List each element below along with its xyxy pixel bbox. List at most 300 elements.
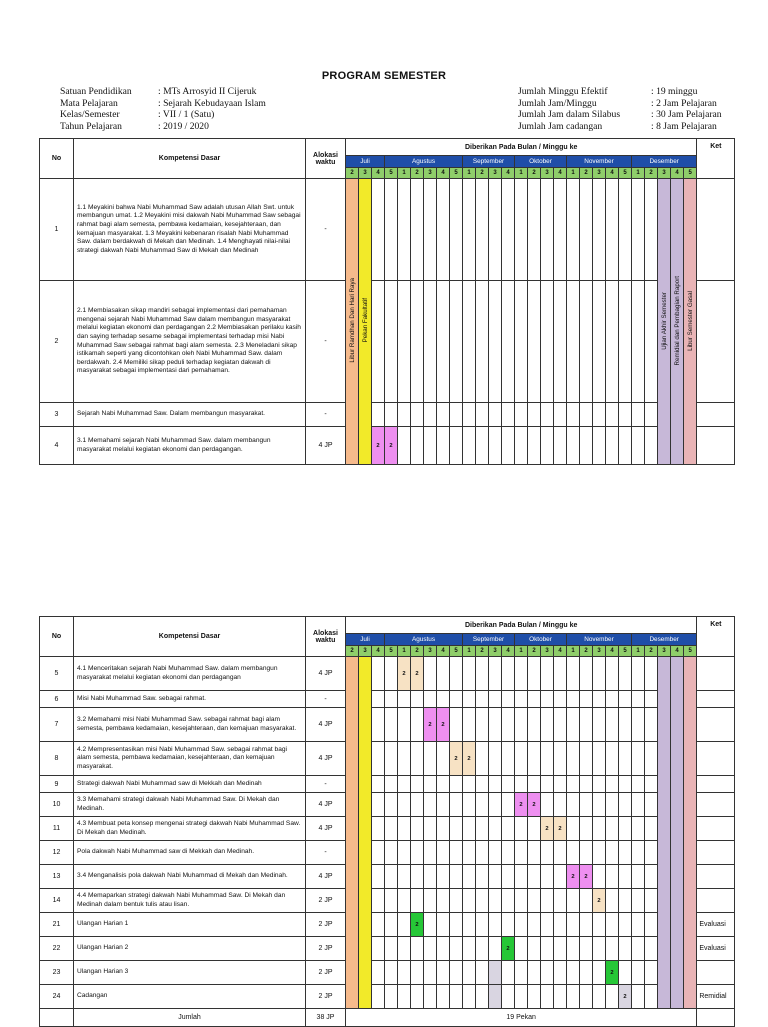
week-cell bbox=[515, 841, 528, 865]
week-cell bbox=[437, 403, 450, 427]
week-number: 4 bbox=[437, 168, 450, 179]
week-cell bbox=[502, 657, 515, 691]
table-row bbox=[40, 817, 735, 841]
week-cell bbox=[476, 937, 489, 961]
week-cell bbox=[554, 427, 567, 465]
row-kompetensi: 4.1 Menceritakan sejarah Nabi Muhammad Saw. dalam membangun masyarakat melalui kegiatan ekonomi dan perdagangan bbox=[74, 657, 306, 691]
info-label: Mata Pelajaran bbox=[60, 97, 118, 109]
week-mark: 2 bbox=[567, 865, 580, 889]
week-cell bbox=[580, 427, 593, 465]
row-ket bbox=[697, 776, 735, 793]
week-cell bbox=[476, 403, 489, 427]
table-row bbox=[40, 865, 735, 889]
week-cell bbox=[541, 865, 554, 889]
week-cell bbox=[372, 913, 385, 937]
week-cell bbox=[398, 817, 411, 841]
week-cell bbox=[619, 179, 632, 281]
week-cell bbox=[541, 179, 554, 281]
week-cell bbox=[450, 937, 463, 961]
week-number: 2 bbox=[528, 646, 541, 657]
row-no: 10 bbox=[40, 793, 74, 817]
week-number: 2 bbox=[346, 646, 359, 657]
week-cell bbox=[554, 657, 567, 691]
week-cell bbox=[606, 657, 619, 691]
row-kompetensi: 4.2 Mempresentasikan misi Nabi Muhammad Saw. sebagai rahmat bagi alam semesta, pembawa kedamaian, kesejahteraan, dan kemajuan masyarakat. bbox=[74, 742, 306, 776]
week-cell bbox=[450, 403, 463, 427]
row-ket: Evaluasi bbox=[697, 913, 735, 937]
info-value: : 2019 / 2020 bbox=[158, 120, 209, 132]
week-cell bbox=[554, 403, 567, 427]
week-number: 5 bbox=[619, 168, 632, 179]
info-value: : VII / 1 (Satu) bbox=[158, 109, 215, 121]
week-cell bbox=[632, 865, 645, 889]
week-cell bbox=[489, 817, 502, 841]
month-header: September bbox=[463, 156, 515, 168]
table-row bbox=[40, 708, 735, 742]
week-cell bbox=[632, 961, 645, 985]
week-cell bbox=[372, 691, 385, 708]
info-row bbox=[60, 109, 266, 121]
week-cell bbox=[645, 913, 658, 937]
week-cell bbox=[567, 913, 580, 937]
week-cell bbox=[463, 889, 476, 913]
week-cell bbox=[476, 889, 489, 913]
week-cell bbox=[437, 657, 450, 691]
week-cell bbox=[437, 889, 450, 913]
week-cell bbox=[528, 281, 541, 403]
week-cell bbox=[554, 961, 567, 985]
week-cell bbox=[489, 427, 502, 465]
week-cell bbox=[385, 179, 398, 281]
row-ket bbox=[697, 742, 735, 776]
week-cell bbox=[437, 937, 450, 961]
week-cell bbox=[463, 427, 476, 465]
week-cell bbox=[502, 281, 515, 403]
week-cell bbox=[385, 817, 398, 841]
week-cell bbox=[372, 657, 385, 691]
week-cell bbox=[476, 841, 489, 865]
week-cell bbox=[476, 708, 489, 742]
row-kompetensi: 3.4 Menganalisis pola dakwah Nabi Muhammad di Mekah dan Medinah. bbox=[74, 865, 306, 889]
week-cell bbox=[619, 961, 632, 985]
week-number: 4 bbox=[502, 168, 515, 179]
row-kompetensi: Misi Nabi Muhammad Saw. sebagai rahmat. bbox=[74, 691, 306, 708]
week-cell bbox=[424, 793, 437, 817]
week-cell bbox=[437, 985, 450, 1009]
week-cell bbox=[476, 657, 489, 691]
week-cell bbox=[528, 937, 541, 961]
info-row bbox=[60, 98, 266, 110]
info-label: Jumlah Jam cadangan bbox=[518, 120, 603, 132]
row-ket bbox=[697, 961, 735, 985]
week-cell bbox=[411, 817, 424, 841]
week-cell bbox=[450, 657, 463, 691]
row-ket bbox=[697, 708, 735, 742]
week-cell bbox=[541, 776, 554, 793]
week-cell bbox=[515, 913, 528, 937]
row-kompetensi: 3.3 Memahami strategi dakwah Nabi Muhammad Saw. Di Mekah dan Medinah. bbox=[74, 793, 306, 817]
table-row bbox=[40, 742, 735, 776]
week-cell bbox=[476, 985, 489, 1009]
row-no: 11 bbox=[40, 817, 74, 841]
week-cell bbox=[398, 793, 411, 817]
week-cell bbox=[567, 427, 580, 465]
week-cell bbox=[515, 708, 528, 742]
week-cell bbox=[502, 403, 515, 427]
row-alokasi: - bbox=[306, 281, 346, 403]
week-cell bbox=[580, 841, 593, 865]
row-no: 8 bbox=[40, 742, 74, 776]
week-cell bbox=[528, 742, 541, 776]
week-cell bbox=[385, 889, 398, 913]
week-cell bbox=[580, 937, 593, 961]
week-cell bbox=[515, 742, 528, 776]
week-cell bbox=[385, 793, 398, 817]
week-cell bbox=[463, 913, 476, 937]
week-cell bbox=[632, 937, 645, 961]
row-ket bbox=[697, 179, 735, 281]
week-cell bbox=[372, 937, 385, 961]
week-number: 2 bbox=[346, 168, 359, 179]
week-cell bbox=[632, 708, 645, 742]
week-cell bbox=[593, 691, 606, 708]
week-cell bbox=[385, 281, 398, 403]
week-cell bbox=[463, 776, 476, 793]
week-cell bbox=[593, 281, 606, 403]
week-cell bbox=[567, 793, 580, 817]
week-cell bbox=[372, 793, 385, 817]
week-cell bbox=[450, 179, 463, 281]
header-ket: Ket bbox=[697, 617, 735, 657]
week-cell bbox=[515, 281, 528, 403]
row-ket bbox=[697, 841, 735, 865]
week-mark: 2 bbox=[463, 742, 476, 776]
week-cell bbox=[502, 961, 515, 985]
week-cell bbox=[645, 793, 658, 817]
info-label: Kelas/Semester bbox=[60, 109, 120, 121]
week-cell bbox=[606, 179, 619, 281]
week-cell bbox=[437, 913, 450, 937]
week-cell bbox=[528, 776, 541, 793]
row-ket bbox=[697, 817, 735, 841]
week-cell bbox=[580, 691, 593, 708]
table-row bbox=[40, 889, 735, 913]
week-cell bbox=[619, 776, 632, 793]
week-number: 3 bbox=[424, 168, 437, 179]
week-number: 1 bbox=[567, 168, 580, 179]
week-cell bbox=[411, 937, 424, 961]
week-mark: 2 bbox=[528, 793, 541, 817]
row-no: 13 bbox=[40, 865, 74, 889]
table-row bbox=[40, 179, 735, 281]
week-number: 1 bbox=[632, 646, 645, 657]
week-cell bbox=[619, 793, 632, 817]
week-cell bbox=[411, 776, 424, 793]
week-cell bbox=[502, 427, 515, 465]
info-value: : Sejarah Kebudayaan Islam bbox=[158, 97, 266, 109]
week-cell bbox=[463, 817, 476, 841]
vertical-band bbox=[658, 179, 671, 465]
week-number: 3 bbox=[541, 168, 554, 179]
week-cell bbox=[541, 281, 554, 403]
week-cell bbox=[398, 179, 411, 281]
week-number: 2 bbox=[476, 646, 489, 657]
week-number: 4 bbox=[554, 168, 567, 179]
week-cell bbox=[567, 179, 580, 281]
week-mark: 2 bbox=[398, 657, 411, 691]
row-kompetensi: 4.4 Memaparkan strategi dakwah Nabi Muhammad Saw. Di Mekah dan Medinah dalam bentuk tulis atau lisan. bbox=[74, 889, 306, 913]
week-cell bbox=[437, 179, 450, 281]
week-cell bbox=[502, 817, 515, 841]
week-cell bbox=[476, 865, 489, 889]
week-cell bbox=[424, 817, 437, 841]
week-cell bbox=[437, 817, 450, 841]
week-cell bbox=[424, 937, 437, 961]
week-cell bbox=[489, 889, 502, 913]
week-cell bbox=[619, 427, 632, 465]
week-cell bbox=[606, 742, 619, 776]
week-cell bbox=[567, 841, 580, 865]
week-cell bbox=[541, 657, 554, 691]
row-alokasi: - bbox=[306, 776, 346, 793]
row-alokasi: - bbox=[306, 841, 346, 865]
week-mark: 2 bbox=[593, 889, 606, 913]
week-cell bbox=[463, 179, 476, 281]
week-number: 2 bbox=[528, 168, 541, 179]
row-no: 2 bbox=[40, 281, 74, 403]
header-diberikan: Diberikan Pada Bulan / Minggu ke bbox=[346, 617, 697, 634]
week-number: 4 bbox=[502, 646, 515, 657]
week-cell bbox=[398, 961, 411, 985]
header-no: No bbox=[40, 139, 74, 179]
week-cell bbox=[424, 889, 437, 913]
week-cell bbox=[541, 913, 554, 937]
week-cell bbox=[476, 913, 489, 937]
week-cell bbox=[567, 961, 580, 985]
row-no: 24 bbox=[40, 985, 74, 1009]
week-cell bbox=[554, 793, 567, 817]
week-number: 3 bbox=[359, 646, 372, 657]
week-cell bbox=[580, 179, 593, 281]
table-row bbox=[40, 427, 735, 465]
week-cell bbox=[541, 708, 554, 742]
week-number: 2 bbox=[476, 168, 489, 179]
week-number: 4 bbox=[554, 646, 567, 657]
week-cell bbox=[424, 742, 437, 776]
vertical-band bbox=[359, 657, 372, 1009]
week-cell bbox=[515, 776, 528, 793]
week-mark: 2 bbox=[411, 657, 424, 691]
week-cell bbox=[645, 427, 658, 465]
row-alokasi: 4 JP bbox=[306, 742, 346, 776]
row-no: 6 bbox=[40, 691, 74, 708]
week-cell bbox=[502, 776, 515, 793]
week-cell bbox=[463, 985, 476, 1009]
week-cell bbox=[567, 281, 580, 403]
week-cell bbox=[372, 776, 385, 793]
row-no: 4 bbox=[40, 427, 74, 465]
table-row bbox=[40, 776, 735, 793]
row-alokasi: 4 JP bbox=[306, 793, 346, 817]
week-cell bbox=[411, 793, 424, 817]
header-alokasi: Alokasi waktu bbox=[306, 617, 346, 657]
month-header: Desember bbox=[632, 156, 697, 168]
row-ket bbox=[697, 427, 735, 465]
week-cell bbox=[606, 889, 619, 913]
vertical-label: Libur Semester Gasal bbox=[686, 290, 694, 351]
info-row bbox=[518, 98, 722, 110]
week-cell bbox=[580, 708, 593, 742]
week-cell bbox=[580, 913, 593, 937]
week-cell bbox=[437, 865, 450, 889]
week-cell bbox=[411, 985, 424, 1009]
week-cell bbox=[515, 817, 528, 841]
week-cell bbox=[502, 793, 515, 817]
week-number: 3 bbox=[424, 646, 437, 657]
row-kompetensi: Strategi dakwah Nabi Muhammad saw di Mekkah dan Medinah bbox=[74, 776, 306, 793]
week-cell bbox=[450, 281, 463, 403]
week-cell bbox=[632, 817, 645, 841]
week-number: 2 bbox=[580, 168, 593, 179]
week-cell bbox=[528, 179, 541, 281]
week-cell bbox=[476, 793, 489, 817]
week-number: 1 bbox=[515, 646, 528, 657]
week-cell bbox=[502, 889, 515, 913]
week-cell bbox=[632, 776, 645, 793]
row-no: 21 bbox=[40, 913, 74, 937]
week-cell bbox=[528, 427, 541, 465]
week-cell bbox=[437, 281, 450, 403]
week-mark bbox=[489, 985, 502, 1009]
week-cell bbox=[515, 937, 528, 961]
week-cell bbox=[606, 708, 619, 742]
week-cell bbox=[450, 985, 463, 1009]
week-cell bbox=[515, 427, 528, 465]
vertical-band bbox=[684, 657, 697, 1009]
week-number: 5 bbox=[385, 646, 398, 657]
row-kompetensi: Ulangan Harian 1 bbox=[74, 913, 306, 937]
week-cell bbox=[476, 776, 489, 793]
info-label: Satuan Pendidikan bbox=[60, 86, 132, 97]
week-cell bbox=[645, 776, 658, 793]
month-header: September bbox=[463, 634, 515, 646]
row-ket bbox=[697, 889, 735, 913]
week-number: 5 bbox=[684, 646, 697, 657]
totals-pekan: 19 Pekan bbox=[346, 1009, 697, 1027]
table-row bbox=[40, 657, 735, 691]
week-cell bbox=[606, 793, 619, 817]
week-mark: 2 bbox=[515, 793, 528, 817]
row-ket bbox=[697, 281, 735, 403]
week-number: 3 bbox=[593, 168, 606, 179]
row-ket: Remidial bbox=[697, 985, 735, 1009]
week-cell bbox=[606, 865, 619, 889]
info-label: Jumlah Jam/Minggu bbox=[518, 97, 597, 109]
week-cell bbox=[619, 691, 632, 708]
week-cell bbox=[489, 179, 502, 281]
week-cell bbox=[411, 281, 424, 403]
week-mark bbox=[489, 961, 502, 985]
week-cell bbox=[450, 817, 463, 841]
week-cell bbox=[476, 691, 489, 708]
week-cell bbox=[489, 841, 502, 865]
week-number: 3 bbox=[359, 168, 372, 179]
row-ket bbox=[697, 657, 735, 691]
week-cell bbox=[528, 691, 541, 708]
week-cell bbox=[372, 841, 385, 865]
week-cell bbox=[554, 281, 567, 403]
week-cell bbox=[489, 937, 502, 961]
info-row bbox=[60, 86, 266, 98]
week-cell bbox=[502, 742, 515, 776]
month-header: Juli bbox=[346, 156, 385, 168]
week-number: 5 bbox=[684, 168, 697, 179]
week-cell bbox=[398, 427, 411, 465]
vertical-band bbox=[359, 179, 372, 465]
schedule-table-1 bbox=[39, 138, 735, 465]
row-kompetensi: 3.2 Memahami misi Nabi Muhammad Saw. sebagai rahmat bagi alam semesta, pembawa kedamaian, kesejahteraan, dan kemajuan masyarakat. bbox=[74, 708, 306, 742]
month-header: Oktober bbox=[515, 634, 567, 646]
week-cell bbox=[632, 913, 645, 937]
row-alokasi: 2 JP bbox=[306, 913, 346, 937]
week-cell bbox=[632, 742, 645, 776]
week-cell bbox=[515, 179, 528, 281]
week-cell bbox=[541, 691, 554, 708]
week-cell bbox=[619, 841, 632, 865]
vertical-band bbox=[684, 179, 697, 465]
week-cell bbox=[619, 742, 632, 776]
week-cell bbox=[528, 657, 541, 691]
week-cell bbox=[424, 913, 437, 937]
week-cell bbox=[645, 403, 658, 427]
week-cell bbox=[489, 865, 502, 889]
row-alokasi: 2 JP bbox=[306, 961, 346, 985]
week-cell bbox=[476, 281, 489, 403]
week-cell bbox=[411, 889, 424, 913]
week-cell bbox=[372, 742, 385, 776]
week-cell bbox=[645, 985, 658, 1009]
week-cell bbox=[437, 742, 450, 776]
week-cell bbox=[528, 889, 541, 913]
info-left bbox=[60, 86, 266, 132]
week-cell bbox=[567, 817, 580, 841]
week-cell bbox=[489, 403, 502, 427]
week-cell bbox=[450, 961, 463, 985]
table-row bbox=[40, 403, 735, 427]
week-cell bbox=[645, 937, 658, 961]
week-number: 4 bbox=[372, 646, 385, 657]
row-ket bbox=[697, 691, 735, 708]
week-cell bbox=[645, 889, 658, 913]
week-cell bbox=[554, 889, 567, 913]
table-row bbox=[40, 961, 735, 985]
week-cell bbox=[450, 793, 463, 817]
week-cell bbox=[476, 427, 489, 465]
month-header: Desember bbox=[632, 634, 697, 646]
month-header: November bbox=[567, 156, 632, 168]
week-cell bbox=[619, 708, 632, 742]
week-cell bbox=[593, 985, 606, 1009]
week-cell bbox=[619, 913, 632, 937]
week-cell bbox=[411, 841, 424, 865]
week-cell bbox=[593, 179, 606, 281]
row-ket bbox=[697, 793, 735, 817]
week-mark: 2 bbox=[437, 708, 450, 742]
week-cell bbox=[528, 841, 541, 865]
week-cell bbox=[593, 841, 606, 865]
week-cell bbox=[411, 179, 424, 281]
week-cell bbox=[528, 817, 541, 841]
